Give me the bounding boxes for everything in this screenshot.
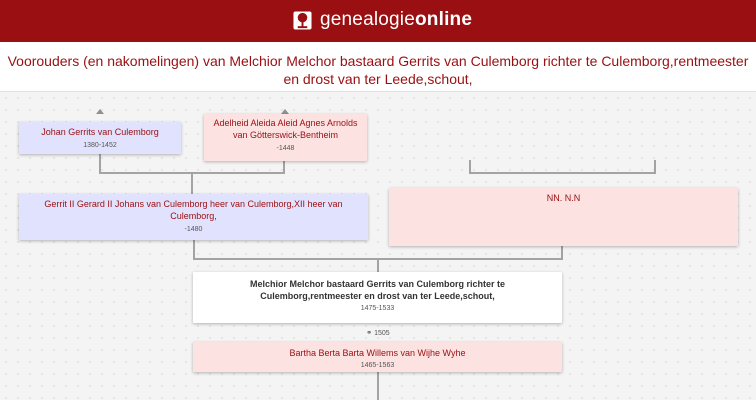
connector-line xyxy=(99,154,101,174)
person-name: Bartha Berta Barta Willems van Wijhe Wyhe xyxy=(289,348,466,358)
top-header-bar xyxy=(0,0,756,42)
person-name: Gerrit II Gerard II Johans van Culemborg heer van Culemborg,XII heer van Culemborg, xyxy=(44,199,343,221)
brand-name: genealogieonline xyxy=(320,9,473,30)
person-name: Adelheid Aleida Aleid Agnes Arnolds van Götterswick-Bentheim xyxy=(213,118,358,140)
connector-line xyxy=(193,240,195,260)
title-section xyxy=(0,42,756,92)
person-name: Johan Gerrits van Culemborg xyxy=(41,127,159,137)
show-ancestors-arrow-icon[interactable] xyxy=(96,109,104,114)
person-dates: -1480 xyxy=(184,226,203,233)
marriage-rings-icon: ⚭ xyxy=(366,330,373,337)
person-name: Melchior Melchor bastaard Gerrits van Culemborg richter te Culemborg,rentmeester en drost van ter Leede,schout, xyxy=(249,279,506,301)
connector-line xyxy=(377,258,379,272)
page-title: Voorouders (en nakomelingen) van Melchior Melchor bastaard Gerrits van Culemborg richter te Culemborg,rentmeester en drost van ter Leede,schout, xyxy=(7,53,749,87)
person-dates: 1465-1563 xyxy=(360,362,395,369)
person-card-spouse[interactable] xyxy=(193,342,562,372)
person-card-subject[interactable] xyxy=(193,272,562,323)
person-card-grandmother[interactable] xyxy=(204,114,367,161)
person-dates: 1475-1533 xyxy=(360,305,395,312)
connector-line xyxy=(191,172,193,194)
family-tree-logo-icon xyxy=(293,11,312,30)
person-card-grandfather[interactable] xyxy=(19,122,181,154)
person-card-father[interactable] xyxy=(19,194,368,240)
brand-logo-link[interactable] xyxy=(293,9,472,31)
person-dates: -1448 xyxy=(276,145,295,152)
connector-line xyxy=(469,172,656,174)
marriage-info xyxy=(346,329,410,337)
person-card-mother[interactable] xyxy=(389,188,738,246)
person-name: NN. N.N xyxy=(546,193,581,203)
person-dates: 1380-1452 xyxy=(83,142,117,149)
marriage-year: 1505 xyxy=(374,330,390,337)
connector-line xyxy=(377,372,379,400)
